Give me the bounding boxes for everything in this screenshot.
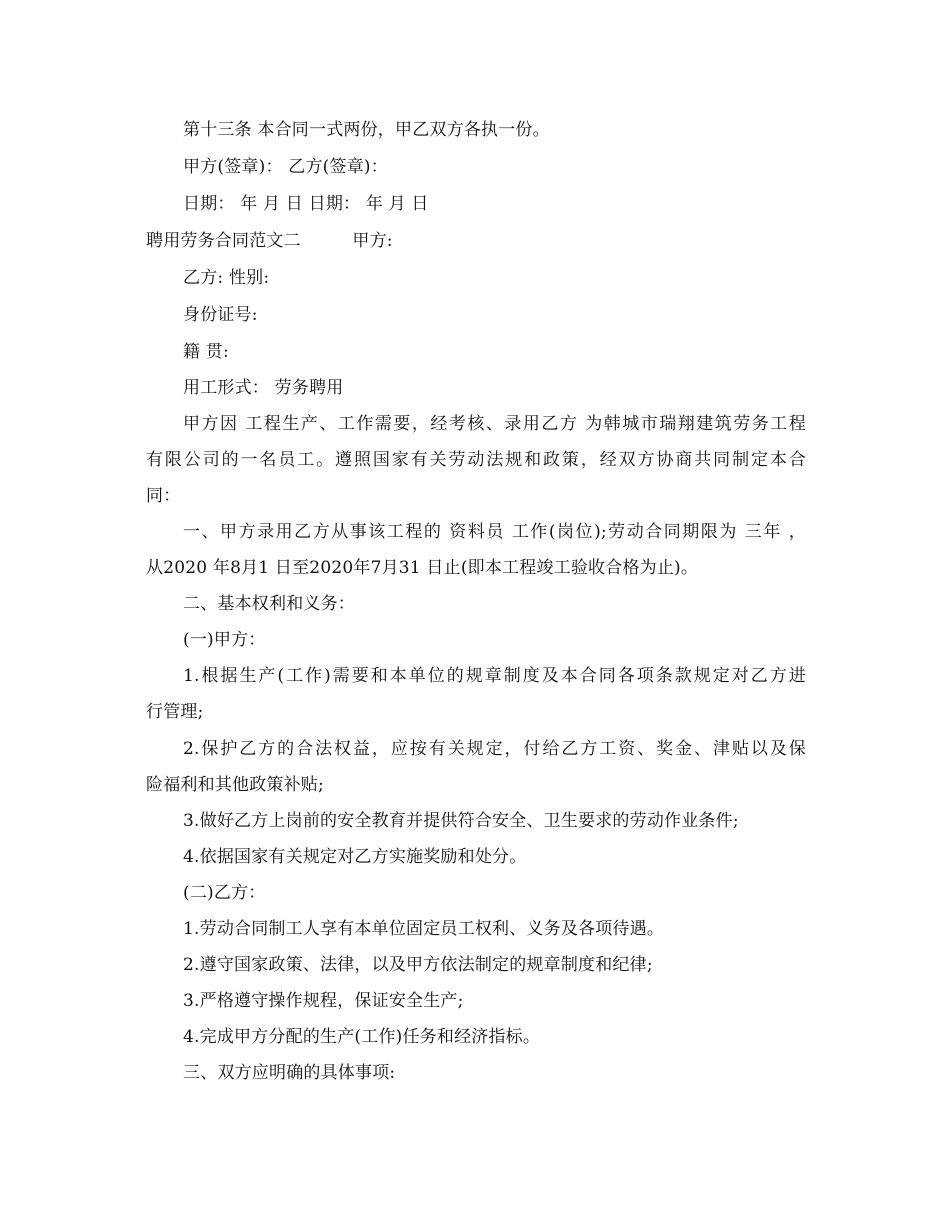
clause-1-line-2: 从2020 年8月1 日至2020年7月31 日止(即本工程竣工验收合格为止)。 [146,558,699,578]
intro-paragraph-line-2: 有限公司的一名员工。遵照国家有关劳动法规和政策，经双方协商共同制定本合 [146,450,806,470]
party-a-item-2-line-2: 险福利和其他政策补贴; [146,775,324,795]
clause-2-heading: 二、基本权利和义务： [183,594,355,614]
party-b-item-4: 4.完成甲方分配的生产(工作)任务和经济指标。 [183,1027,541,1047]
party-a-item-2-line-1: 2.保护乙方的合法权益，应按有关规定，付给乙方工资、奖金、津贴以及保 [183,739,806,759]
native-place-line: 籍 贯: [183,342,229,362]
party-a-subheading: (一)甲方： [183,630,266,650]
party-b-item-2: 2.遵守国家政策、法律，以及甲方依法制定的规章制度和纪律; [183,955,653,975]
clause-13-copies: 第十三条 本合同一式两份，甲乙双方各执一份。 [183,120,550,140]
id-number-line: 身份证号: [183,305,258,325]
clause-1-line-1: 一、甲方录用乙方从事该工程的 资料员 工作(岗位);劳动合同期限为 三年 ， [183,522,806,542]
party-b-item-1: 1.劳动合同制工人享有本单位固定员工权利、义务及各项待遇。 [183,919,665,939]
party-b-gender-line: 乙方: 性别: [183,268,270,288]
party-a-item-3: 3.做好乙方上岗前的安全教育并提供符合安全、卫生要求的劳动作业条件; [183,811,739,831]
employment-form-line: 用工形式： 劳务聘用 [183,378,344,398]
date-line: 日期： 年 月 日 日期： 年 月 日 [183,194,429,214]
intro-paragraph-line-3: 同： [146,486,181,506]
intro-paragraph-line-1: 甲方因 工程生产、工作需要，经考核、录用乙方 为韩城市瑞翔建筑劳务工程 [183,414,806,434]
party-a-item-4: 4.依据国家有关规定对乙方实施奖励和处分。 [183,847,527,867]
party-a-item-1-line-1: 1.根据生产(工作)需要和本单位的规章制度及本合同各项条款规定对乙方进 [183,666,806,686]
signature-line: 甲方(签章)： 乙方(签章)： [183,157,388,177]
party-b-subheading: (二)乙方： [183,883,266,903]
clause-3-heading: 三、双方应明确的具体事项: [183,1063,396,1083]
party-a-item-1-line-2: 行管理; [146,702,204,722]
section-title-sample-2: 聘用劳务合同范文二 甲方: [146,231,393,251]
party-b-item-3: 3.严格遵守操作规程，保证安全生产; [183,991,464,1011]
